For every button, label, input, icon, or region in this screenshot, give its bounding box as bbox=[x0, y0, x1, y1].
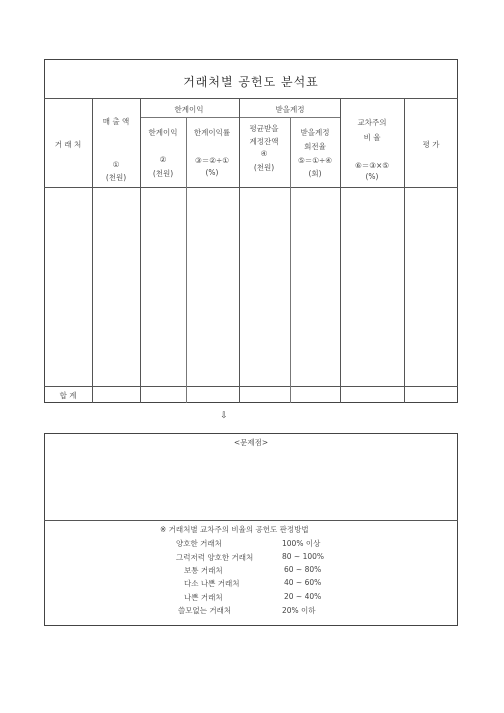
down-arrow-icon: ⇩ bbox=[220, 411, 228, 421]
header-margin-rate-formula: ③＝②÷① bbox=[195, 156, 229, 165]
header-margin: 한계이익 bbox=[148, 128, 178, 137]
total-row-label: 합 계 bbox=[59, 391, 77, 400]
header-bill-group: 받을계정 bbox=[275, 105, 305, 114]
header-margin-no: ② bbox=[159, 155, 167, 164]
header-margin-rate-unit: (%) bbox=[205, 168, 219, 177]
header-client: 거 래 처 bbox=[54, 140, 82, 149]
header-turnover-line2: 회전율 bbox=[304, 142, 326, 151]
header-bottom-line bbox=[44, 187, 458, 188]
col-divider-6 bbox=[340, 98, 341, 403]
header-evaluation: 평 가 bbox=[422, 140, 440, 149]
problems-label: <문제점> bbox=[233, 438, 269, 447]
title-divider bbox=[44, 98, 458, 99]
criteria-range-5: 20 ~ 40% bbox=[284, 592, 322, 601]
header-sales-unit: (천원) bbox=[105, 173, 127, 182]
header-turnover-unit: (회) bbox=[308, 169, 322, 178]
header-cross-ratio-formula: ⑥＝③×⑤ bbox=[355, 161, 389, 170]
header-margin-group: 한계이익 bbox=[174, 105, 204, 114]
header-sales-no: ① bbox=[112, 160, 120, 169]
total-row-line bbox=[44, 386, 458, 387]
group-header-divider bbox=[140, 117, 340, 118]
criteria-label-6: 쓸모없는 거래처 bbox=[178, 606, 232, 615]
criteria-label-1: 양호한 거래처 bbox=[176, 539, 222, 548]
col-divider-4 bbox=[239, 98, 240, 403]
col-divider-7 bbox=[404, 98, 405, 403]
criteria-range-3: 60 ~ 80% bbox=[284, 565, 322, 574]
criteria-range-2: 80 ~ 100% bbox=[282, 552, 325, 561]
col-divider-5 bbox=[290, 117, 291, 403]
header-margin-rate: 한계이익률 bbox=[193, 128, 231, 137]
criteria-label-3: 보통 거래처 bbox=[184, 566, 223, 575]
header-avg-balance-line2: 계정잔액 bbox=[249, 137, 279, 146]
criteria-range-4: 40 ~ 60% bbox=[284, 578, 322, 587]
header-cross-ratio-line1: 교차주의 bbox=[357, 118, 387, 127]
col-divider-1 bbox=[92, 98, 93, 403]
header-cross-ratio-unit: (%) bbox=[365, 172, 379, 181]
header-turnover-line1: 받을계정 bbox=[300, 128, 330, 137]
header-avg-balance-no: ④ bbox=[260, 149, 268, 158]
criteria-label-5: 나쁜 거래처 bbox=[184, 593, 223, 602]
header-margin-unit: (천원) bbox=[152, 169, 174, 178]
col-divider-3 bbox=[186, 117, 187, 403]
criteria-label-4: 다소 나쁜 거래처 bbox=[184, 579, 240, 588]
criteria-label-2: 그럭저럭 양호한 거래처 bbox=[176, 553, 254, 562]
header-turnover-formula: ⑤＝①÷④ bbox=[298, 156, 332, 165]
criteria-range-6: 20% 이하 bbox=[282, 606, 316, 615]
col-divider-2 bbox=[140, 98, 141, 403]
criteria-title: ※ 거래처별 교차주의 비율의 공헌도 판정방법 bbox=[160, 525, 309, 534]
header-sales: 매 출 액 bbox=[102, 117, 130, 126]
header-avg-balance-unit: (천원) bbox=[253, 163, 275, 172]
criteria-range-1: 100% 이상 bbox=[282, 539, 321, 548]
analysis-table bbox=[44, 59, 458, 403]
header-cross-ratio-line2: 비 율 bbox=[363, 133, 381, 142]
header-avg-balance-line1: 평균받을 bbox=[249, 124, 279, 133]
page-title: 거래처별 공헌도 분석표 bbox=[183, 75, 319, 89]
problems-divider bbox=[44, 520, 458, 521]
